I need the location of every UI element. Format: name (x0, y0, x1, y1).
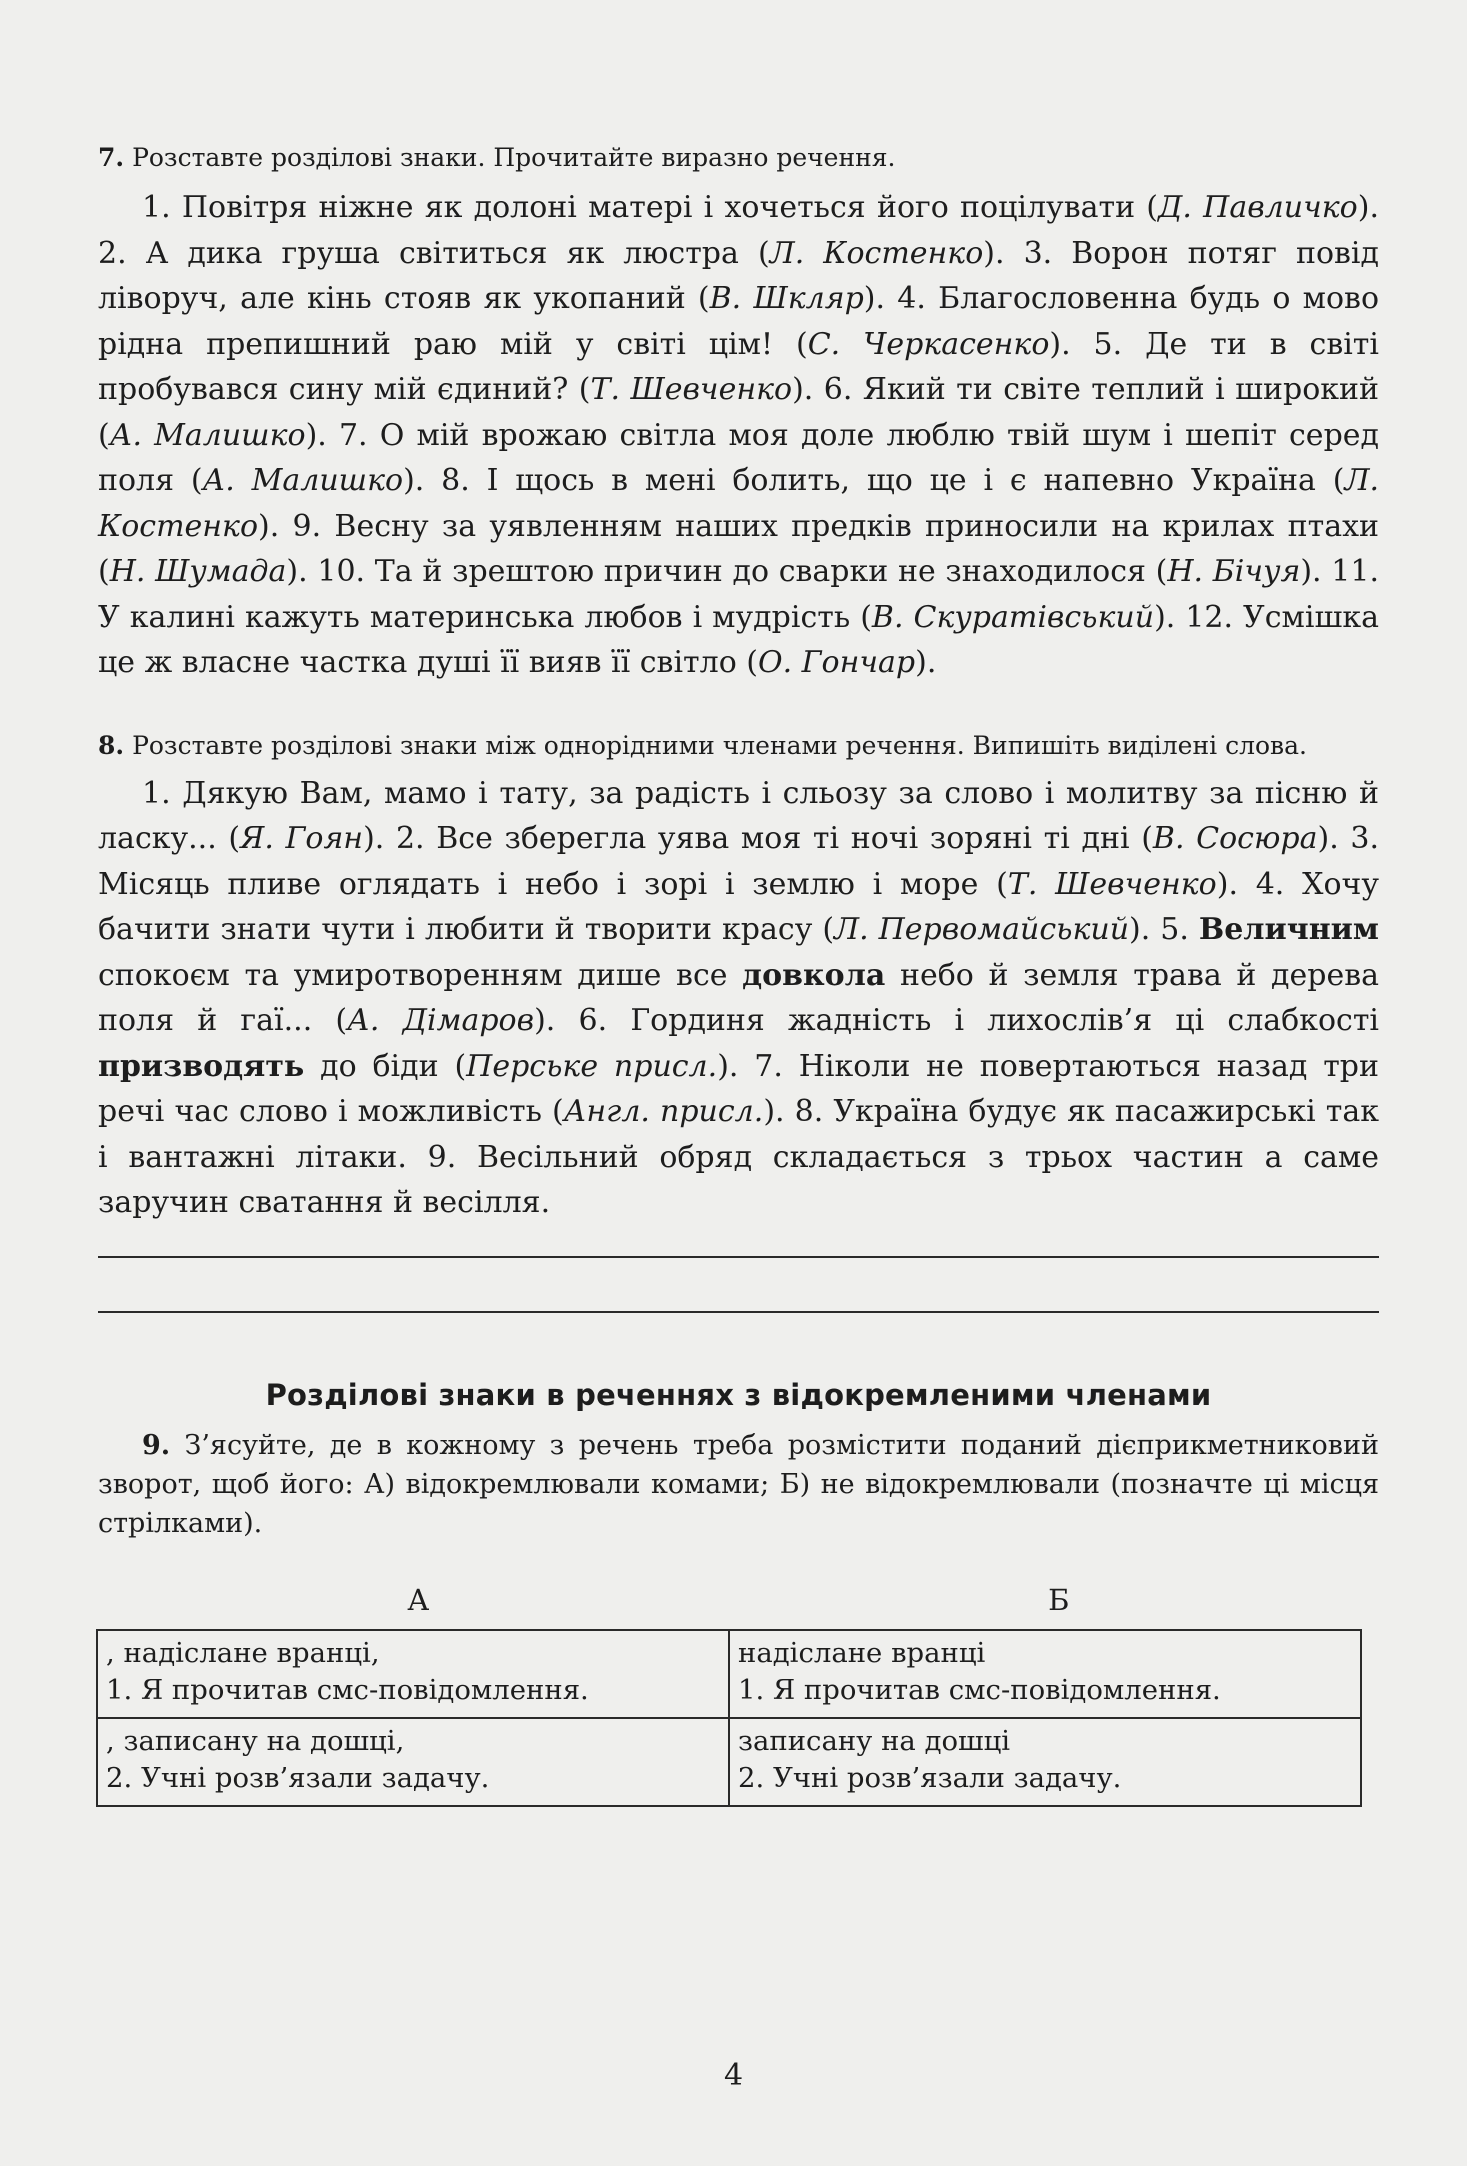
column-header-b: Б (1048, 1582, 1070, 1617)
task-8-text: 1. Дякую Вам, мамо і тату, за радість і сльозу за слово і молитву за пісню й ласку... (Я. Гоян). 2. Все зберегла уява моя ті ночі зоряні ті дні (В. Сосюра). 3. Місяць пливе оглядать і небо і зорі і землю і море (Т. Шевченко). 4. Хочу бачити знати чути і любити й творити красу (Л. Первомайський). 5. Величним спокоєм та умиротворенням дише все довкола небо й земля трава й дерева поля й гаї... (А. Дімаров). 6. Гординя жадність і лихослів’я ці слабкості призводять до біди (Перське присл.). 7. Ніколи не повертаються назад три речі час слово і можливість (Англ. присл.). 8. Україна будує як пасажирські так і вантажні літаки. 9. Весільний обряд складається з трьох частин а саме заручин сватання й весілля. (98, 775, 1380, 1220)
sentence: 1. Я прочитав смс-повідомлення. (106, 1673, 589, 1706)
answer-line[interactable] (98, 1256, 1379, 1258)
answer-line[interactable] (98, 1311, 1379, 1313)
participle-phrase: записану на дошці (738, 1724, 1011, 1757)
author-name: А. Малишко (202, 463, 404, 498)
task-number: 9. (142, 1429, 171, 1461)
author-name: Перське присл. (466, 1048, 718, 1084)
task-instruction: Розставте розділові знаки. Прочитайте виразно речення. (132, 143, 896, 172)
participle-phrase: , записану на дошці, (106, 1724, 405, 1757)
sentence: 2. Учні розв’язали задачу. (738, 1761, 1122, 1794)
author-name: Н. Бічуя (1167, 554, 1301, 589)
author-name: Т. Шевченко (590, 372, 793, 407)
table-column-headers (98, 1583, 1379, 1629)
author-name: Д. Павличко (1158, 190, 1358, 225)
task-8-heading (98, 726, 1379, 765)
participle-phrase: надіслане вранці (738, 1636, 986, 1669)
table-row (97, 1718, 1361, 1806)
author-name: Н. Шумада (109, 554, 287, 589)
task-number: 8. (98, 730, 125, 760)
author-name: Л. Костенко (769, 235, 984, 271)
task-9-heading (98, 1426, 1379, 1543)
highlighted-word: довкола (742, 957, 886, 993)
highlighted-word: Величним (1198, 912, 1379, 947)
table-cell-a[interactable] (97, 1718, 729, 1806)
page-number: 4 (723, 2058, 744, 2093)
highlighted-word: призводять (98, 1048, 305, 1084)
table-cell-b[interactable] (729, 1718, 1361, 1806)
table-cell-b[interactable] (729, 1630, 1361, 1718)
author-name: Т. Шевченко (1007, 866, 1217, 902)
answer-lines (98, 1256, 1379, 1313)
author-name: В. Шкляр (709, 281, 864, 316)
table-cell-a[interactable] (97, 1630, 729, 1718)
author-name: Англ. присл. (563, 1094, 764, 1129)
task-instruction: З’ясуйте, де в кожному з речень треба розмістити поданий дієприкметниковий зворот, щоб його: А) відокремлювали комами; Б) не відокремлювали (позначте ці місця стрілками). (98, 1429, 1379, 1539)
author-name: А. Малишко (109, 417, 306, 453)
task-number: 7. (98, 143, 125, 172)
author-name: А. Дімаров (347, 1003, 535, 1038)
author-name: В. Скуратівський (871, 599, 1155, 635)
task-instruction: Розставте розділові знаки між однорідними членами речення. Випишіть виділені слова. (132, 730, 1307, 760)
sentence: 1. Я прочитав смс-повідомлення. (738, 1673, 1221, 1706)
column-header-a: А (407, 1582, 430, 1617)
author-name: В. Сосюра (1152, 821, 1318, 856)
section-title: Розділові знаки в реченнях з відокремленими членами (265, 1377, 1212, 1412)
author-name: Л. Первомайський (834, 912, 1130, 947)
sentence: 2. Учні розв’язали задачу. (106, 1761, 490, 1794)
author-name: О. Гончар (758, 645, 916, 680)
author-name: Я. Гоян (240, 821, 364, 856)
task-7-heading (98, 138, 1379, 177)
author-name: С. Черкасенко (807, 326, 1050, 362)
exercise-table (96, 1629, 1362, 1807)
task-7-text: 1. Повітря ніжне як долоні матері і хочеться його поцілувати (Д. Павличко). 2. А дика груша світиться як люстра (Л. Костенко). 3. Ворон потяг повід ліворуч, але кінь стояв як укопаний (В. Шкляр). 4. Благословенна будь о мово рідна препишний раю мій у світі цім! (С. Черкасенко). 5. Де ти в світі пробувався сину мій єдиний? (Т. Шевченко). 6. Який ти світе теплий і широкий (А. Малишко). 7. О мій врожаю світла моя доле люблю твій шум і шепіт серед поля (А. Малишко). 8. І щось в мені болить, що це і є напевно Україна (Л. Костенко). 9. Весну за уявленням наших предків приносили на крилах птахи (Н. Шумада). 10. Та й зрештою причин до сварки не знаходилося (Н. Бічуя). 11. У калині кажуть материнська любов і мудрість (В. Скуратівський). 12. Усмішка це ж власне частка душі її вияв її світло (О. Гончар). (98, 190, 1380, 680)
table-row (97, 1630, 1361, 1718)
participle-phrase: , надіслане вранці, (106, 1636, 380, 1669)
author-name: Л. Костенко (98, 463, 1380, 544)
